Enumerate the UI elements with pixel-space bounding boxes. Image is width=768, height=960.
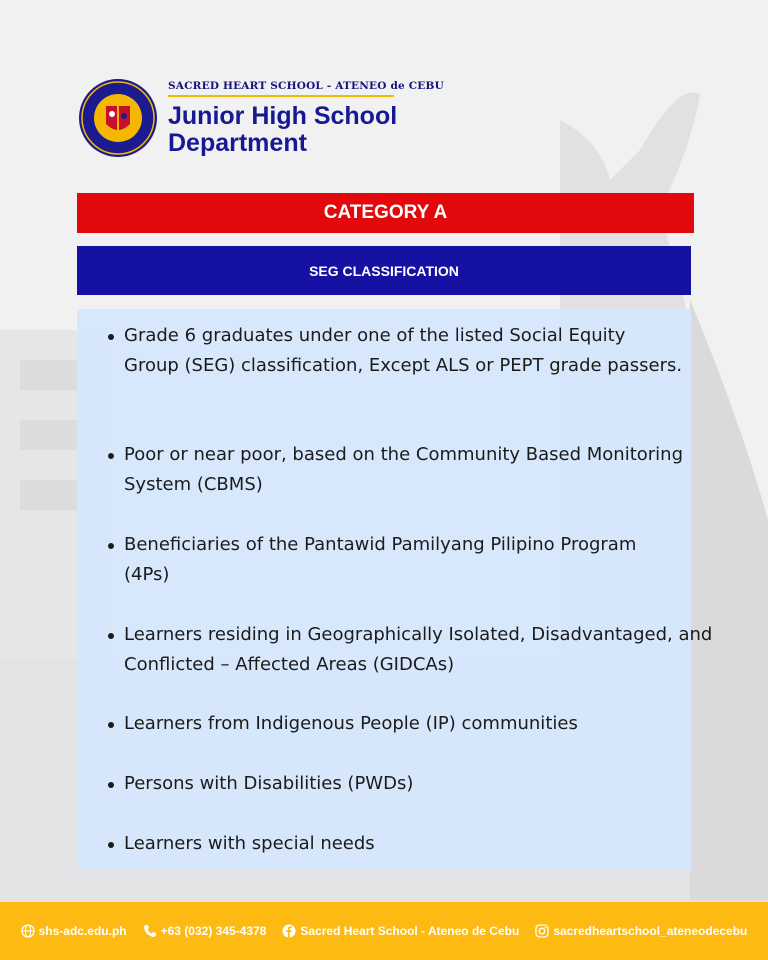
contact-footer — [0, 902, 768, 960]
list-item: Grade 6 graduates under one of the listed Social Equity Group (SEG) classification, Except ALS or PEPT grade passers. — [124, 321, 684, 381]
category-banner: CATEGORY A — [77, 193, 694, 233]
classification-banner: SEG CLASSIFICATION — [77, 246, 691, 295]
list-item: Learners with special needs — [124, 829, 684, 859]
instagram-link[interactable] — [535, 924, 747, 938]
facebook-link[interactable] — [282, 924, 519, 938]
list-item: Poor or near poor, based on the Community Based Monitoring System (CBMS) — [124, 440, 684, 500]
criteria-card — [77, 309, 713, 870]
gold-divider — [168, 95, 394, 97]
facebook-icon — [282, 924, 296, 938]
website-link[interactable] — [21, 924, 127, 938]
list-item: Learners from Indigenous People (IP) communities — [124, 709, 684, 739]
globe-icon — [21, 924, 35, 938]
phone-icon — [143, 924, 157, 938]
list-item: Beneficiaries of the Pantawid Pamilyang Pilipino Program (4Ps) — [124, 530, 684, 590]
instagram-icon — [535, 924, 549, 938]
website-text: shs-adc.edu.ph — [38, 924, 127, 938]
list-item: Learners residing in Geographically Isolated, Disadvantaged, and Conflicted – Affected Areas (GIDCAs) — [124, 620, 724, 680]
department-title-line1: Junior High School — [168, 101, 398, 130]
instagram-text: sacredheartschool_ateneodecebu — [553, 924, 748, 938]
list-item: Persons with Disabilities (PWDs) — [124, 769, 684, 799]
header — [78, 76, 498, 160]
school-name: SACRED HEART SCHOOL - ATENEO de CEBU — [168, 79, 444, 92]
department-title-line2: Department — [168, 128, 307, 157]
school-seal-logo — [78, 78, 158, 158]
phone-text: +63 (032) 345-4378 — [160, 924, 267, 938]
phone-link[interactable] — [143, 924, 267, 938]
facebook-text: Sacred Heart School - Ateneo de Cebu — [300, 924, 520, 938]
